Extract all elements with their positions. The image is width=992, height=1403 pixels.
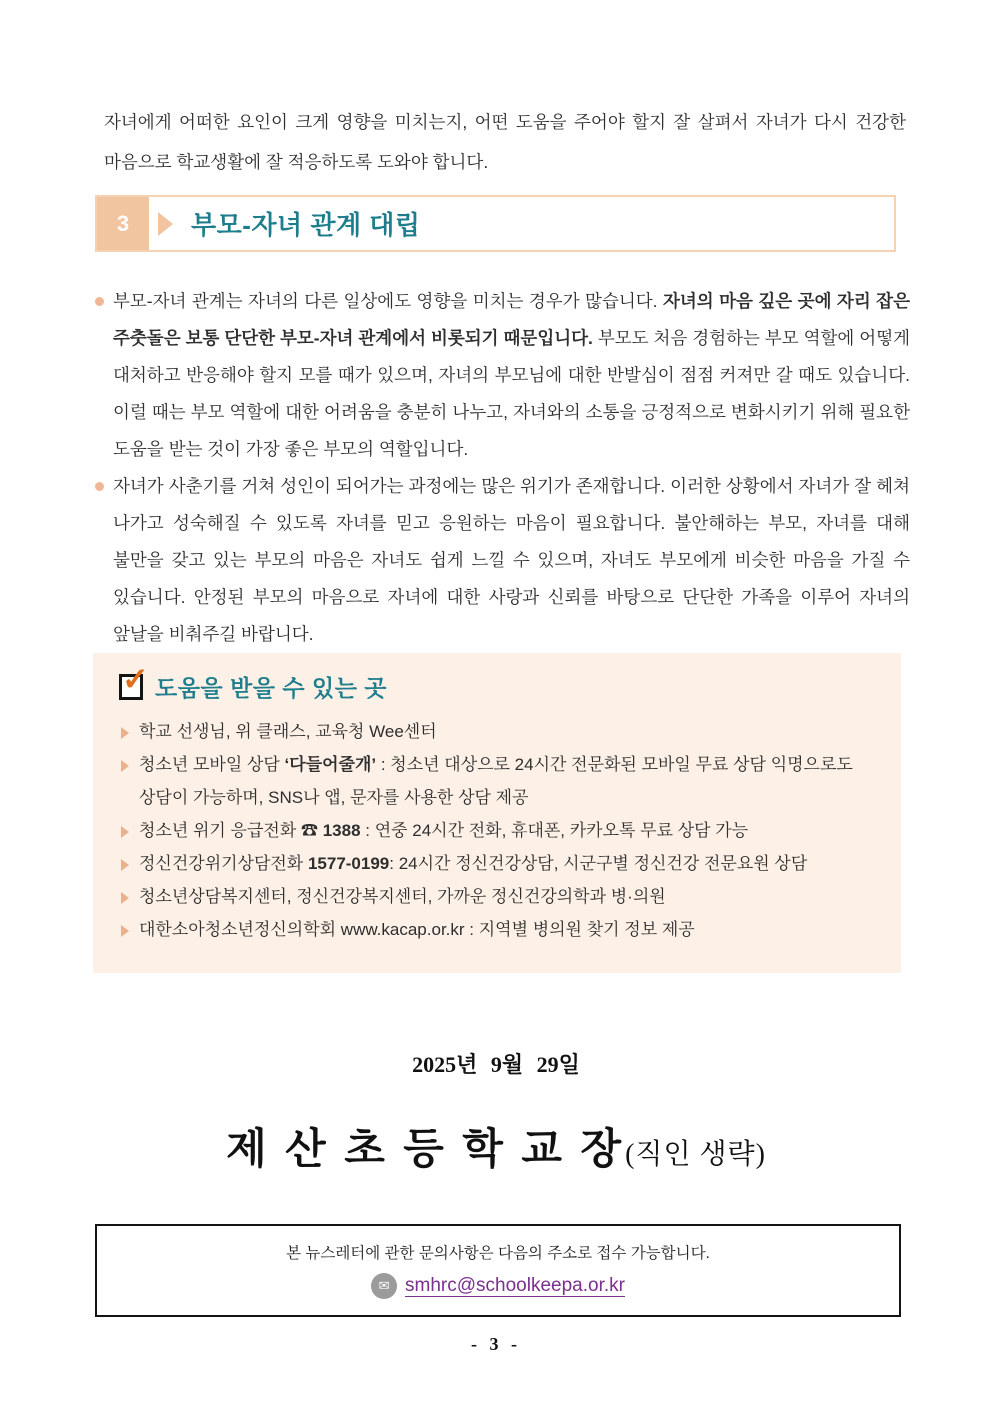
bullet-paragraph (113, 283, 910, 468)
help-box-title: 도움을 받을 수 있는 곳 (155, 675, 388, 701)
help-text-post: : 청소년 대상으로 24시간 전문화된 모바일 무료 상담 익명으로도 상담이 가능하며, SNS나 앱, 문자를 사용한 상담 제공 (139, 755, 853, 807)
help-resources-box (93, 653, 901, 973)
bullet-text-pre: 자녀가 사춘기를 거쳐 성인이 되어가는 과정에는 많은 위기가 존재합니다. 이러한 상황에서 자녀가 잘 헤쳐 나가고 성숙해질 수 있도록 자녀를 믿고 응원하는 마음이 필요합니다. 불안해하는 부모, 자녀를 대해 불만을 갖고 있는 부모의 마음은 자녀도 쉽게 느낄 수 있으며, 자녀도 부모에게 비슷한 마음을 가질 수 있습니다. 안정된 부모의 마음으로 자녀에 대한 사랑과 신뢰를 바탕으로 단단한 가족을 이루어 자녀의 앞날을 비춰주길 바랍니다. (113, 476, 910, 644)
help-text-pre: 학교 선생님, 위 클래스, 교육청 Wee센터 (139, 722, 437, 741)
bullet-list (95, 283, 910, 690)
help-item-text (139, 715, 875, 748)
help-text-bold: 1388 (322, 821, 361, 840)
page-number: - 3 - (471, 1334, 521, 1354)
help-text-pre: 청소년 위기 응급전화 ☎ (139, 821, 323, 840)
triangle-bullet-icon (121, 826, 129, 838)
contact-box (95, 1224, 901, 1317)
bullet-dot-icon (95, 297, 104, 306)
triangle-bullet-icon (121, 727, 129, 739)
list-item (95, 283, 910, 468)
help-item-text (139, 880, 875, 913)
contact-email-row (371, 1273, 625, 1299)
help-text-pre: 청소년상담복지센터, 정신건강복지센터, 가까운 정신건강의학과 병·의원 (139, 887, 666, 906)
help-item (119, 847, 875, 880)
help-item (119, 814, 875, 847)
section-title: 부모-자녀 관계 대립 (191, 210, 421, 240)
section-number-badge: 3 (97, 197, 149, 250)
help-text-pre: 대한소아청소년정신의학회 www.kacap.or.kr : 지역별 병의원 찾기 정보 제공 (139, 920, 695, 939)
help-text-pre: 청소년 모바일 상담 (139, 755, 285, 774)
checkmark-icon: ✓ (122, 660, 149, 697)
help-text-post: : 24시간 정신건강상담, 시군구별 정신건강 전문요원 상담 (389, 854, 808, 873)
help-item (119, 880, 875, 913)
bullet-text-bold: 자녀의 마음 깊은 곳에 자리 잡은 주춧돌은 보통 단단한 부모-자녀 관계에서 비롯되기 때문입니다. (113, 291, 910, 348)
help-item (119, 715, 875, 748)
help-item-text (139, 847, 875, 880)
help-text-post: : 연중 24시간 전화, 휴대폰, 카카오톡 무료 상담 가능 (360, 821, 749, 840)
contact-email-link[interactable]: smhrc@schoolkeepa.or.kr (405, 1275, 625, 1296)
chevron-right-icon (158, 212, 173, 236)
triangle-bullet-icon (121, 859, 129, 871)
principal-signature: 제 산 초 등 학 교 장 (226, 1127, 626, 1173)
document-date: 2025년 9월 29일 (412, 1052, 580, 1077)
bullet-text-pre: 부모-자녀 관계는 자녀의 다른 일상에도 영향을 미치는 경우가 많습니다. (113, 291, 663, 311)
help-item-text (139, 748, 875, 814)
bullet-text-post: 부모도 처음 경험하는 부모 역할에 어떻게 대처하고 반응해야 할지 모를 때가 있으며, 자녀의 부모님에 대한 반발심이 점점 커져만 갈 때도 있습니다. 이럴 때는 부모 역할에 대한 어려움을 충분히 나누고, 자녀와의 소통을 긍정적으로 변화시키기 위해 필요한 도움을 받는 것이 가장 좋은 부모의 역할입니다. (113, 328, 911, 459)
triangle-bullet-icon (121, 760, 129, 772)
bullet-dot-icon (95, 482, 104, 491)
help-item (119, 748, 875, 814)
checkbox-checked-icon (119, 660, 149, 700)
signature-line (0, 1116, 992, 1176)
intro-paragraph: 자녀에게 어떠한 요인이 크게 영향을 미치는지, 어떤 도움을 주어야 할지 잘 살펴서 자녀가 다시 건강한 마음으로 학교생활에 잘 적응하도록 도와야 합니다. (104, 112, 906, 172)
help-text-bold: ‘다들어줄개’ (284, 755, 377, 774)
triangle-bullet-icon (121, 925, 129, 937)
section-header (95, 195, 896, 252)
list-item (95, 468, 910, 653)
contact-notice: 본 뉴스레터에 관한 문의사항은 다음의 주소로 접수 가능합니다. (286, 1245, 710, 1262)
help-item-text (139, 814, 875, 847)
bullet-paragraph (113, 468, 910, 653)
help-text-bold: 1577-0199 (307, 854, 390, 873)
seal-omitted-note: (직인 생략) (625, 1139, 766, 1170)
envelope-icon: ✉ (371, 1273, 397, 1299)
help-text-pre: 정신건강위기상담전화 (139, 854, 308, 873)
help-item (119, 913, 875, 946)
help-title-row (119, 660, 875, 703)
triangle-bullet-icon (121, 892, 129, 904)
help-item-text (139, 913, 875, 946)
